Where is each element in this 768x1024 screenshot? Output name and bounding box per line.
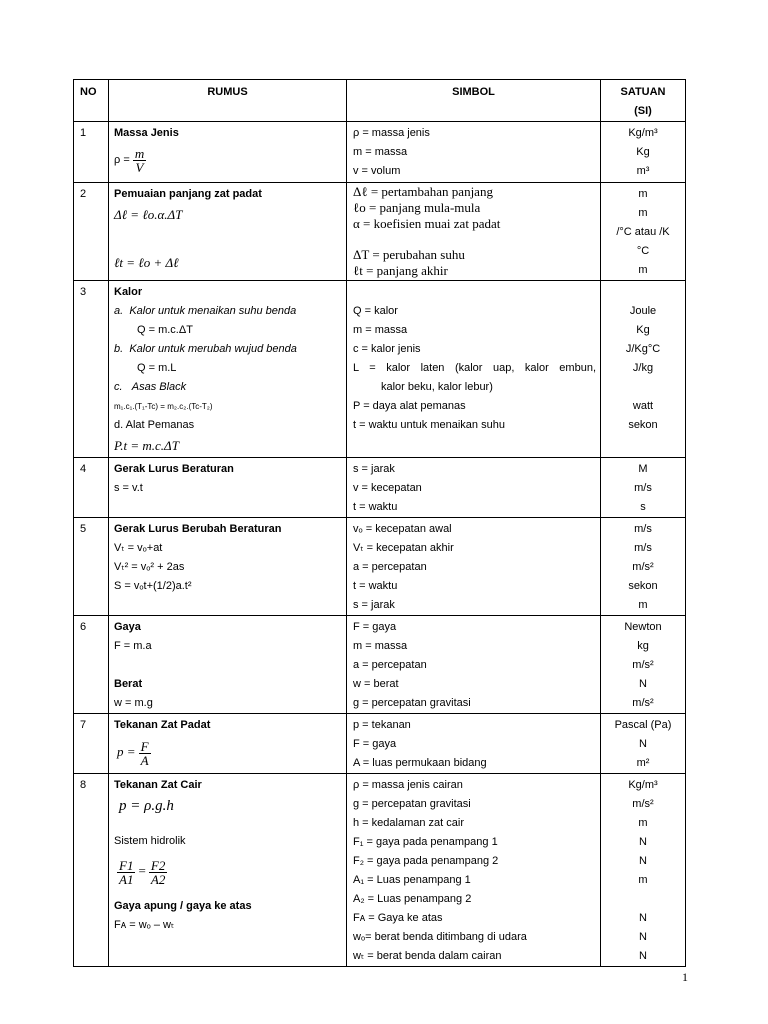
- unit-line: °C: [636, 245, 650, 257]
- formula-heater: P.t = m.c.ΔT: [114, 438, 179, 453]
- simbol-cell: [347, 518, 601, 616]
- symbol-line: ℓo = panjang mula-mula: [353, 200, 481, 215]
- formula-hydrostatic-pressure: p = ρ.g.h: [119, 798, 174, 814]
- table-row: [74, 183, 686, 281]
- unit-line: m/s: [634, 482, 652, 494]
- formula-force: F = m.a: [114, 640, 152, 652]
- formula-black-principle: m₁.c₁.(T₁-Tc) = m₂.c₂.(Tc-T₂): [114, 402, 213, 411]
- fraction-numerator: F2: [150, 857, 166, 873]
- fraction: [149, 859, 167, 886]
- spacer: [109, 226, 346, 252]
- symbol-line: a = percepatan: [353, 561, 427, 573]
- satuan-cell: [601, 616, 686, 714]
- unit-line: Kg: [636, 324, 650, 336]
- symbol-line: v = volum: [353, 165, 401, 177]
- table-row: [74, 122, 686, 183]
- formula-title: Pemuaian panjang zat padat: [114, 188, 262, 200]
- satuan-cell: [601, 183, 686, 281]
- unit-line: M: [638, 463, 648, 475]
- table-row: [74, 281, 686, 458]
- satuan-cell: [601, 714, 686, 774]
- physics-formula-table: [73, 79, 686, 967]
- formula-final-length: ℓt = ℓo + Δℓ: [114, 255, 179, 270]
- symbol-line: ΔT = perubahan suhu: [353, 247, 465, 262]
- rumus-cell: [109, 518, 347, 616]
- fraction-denominator: A2: [150, 871, 166, 887]
- header-simbol: [347, 80, 601, 122]
- subitem-c: [109, 378, 346, 397]
- unit-line: m/s²: [632, 659, 654, 671]
- symbol-line: Q = kalor: [353, 305, 398, 317]
- subitem-marker: c.: [114, 381, 123, 393]
- table-row: [74, 616, 686, 714]
- symbol-line: s = jarak: [353, 463, 395, 475]
- unit-line: J/kg: [632, 362, 654, 374]
- header-no: [74, 80, 109, 122]
- header-simbol-label: SIMBOL: [452, 86, 495, 98]
- equals-sign: =: [138, 863, 146, 878]
- rumus-cell: [109, 774, 347, 967]
- unit-line: s: [640, 501, 646, 513]
- symbol-line: s = jarak: [353, 599, 395, 611]
- row-number: [74, 774, 109, 967]
- unit-line: N: [639, 836, 647, 848]
- row-number: [74, 281, 109, 458]
- unit-line: N: [639, 678, 647, 690]
- header-no-label: NO: [80, 86, 97, 98]
- fraction: [139, 740, 151, 767]
- formula-final-velocity: Vₜ = vₒ+at: [114, 542, 163, 554]
- row-number-label: 2: [80, 188, 87, 200]
- header-satuan-sub: (SI): [634, 105, 652, 117]
- formula-title: Kalor: [114, 286, 143, 298]
- symbol-line: F₁ = gaya pada penampang 1: [353, 836, 498, 848]
- unit-line: m: [638, 599, 648, 611]
- unit-line: m/s: [634, 523, 652, 535]
- unit-line: sekon: [628, 580, 658, 592]
- subitem-text: Kalor untuk menaikan suhu benda: [129, 305, 297, 317]
- symbol-line: v = kecepatan: [353, 482, 422, 494]
- symbol-line: c = kalor jenis: [353, 343, 421, 355]
- row-number-label: 6: [80, 621, 87, 633]
- satuan-cell: [601, 281, 686, 458]
- spacer: [109, 656, 346, 675]
- unit-line: N: [639, 931, 647, 943]
- rumus-cell: [109, 183, 347, 281]
- fraction: [133, 147, 146, 174]
- unit-line: J/Kg°C: [625, 343, 661, 355]
- formula-title: Tekanan Zat Padat: [114, 719, 211, 731]
- unit-line: N: [639, 950, 647, 962]
- header-rumus: [109, 80, 347, 122]
- satuan-cell: [601, 518, 686, 616]
- symbol-line: wₜ = berat benda dalam cairan: [353, 950, 502, 962]
- row-number-label: 3: [80, 286, 87, 298]
- simbol-cell: [347, 774, 601, 967]
- formula-heat: Q = m.c.ΔT: [137, 324, 193, 336]
- formula-hydraulic: [109, 851, 346, 891]
- symbol-line: A₂ = Luas penampang 2: [353, 893, 472, 905]
- unit-line: Joule: [629, 305, 657, 317]
- table-row: [74, 458, 686, 518]
- symbol-line: w = berat: [353, 678, 399, 690]
- unit-line: Newton: [624, 621, 662, 633]
- row-number: [74, 616, 109, 714]
- subitem-text: Kalor untuk merubah wujud benda: [129, 343, 297, 355]
- unit-line: kg: [637, 640, 649, 652]
- subitem-marker: a.: [114, 305, 124, 317]
- table-row: [74, 714, 686, 774]
- symbol-line: wₒ= berat benda ditimbang di udara: [353, 931, 527, 943]
- symbol-line: L = kalor laten (kalor uap, kalor embun,: [353, 362, 596, 374]
- table-row: [74, 518, 686, 616]
- subitem-marker: b.: [114, 343, 124, 355]
- unit-line: m: [638, 264, 648, 276]
- subitem-b: [109, 340, 346, 359]
- formula-subtitle: Sistem hidrolik: [114, 835, 186, 847]
- simbol-cell: [347, 714, 601, 774]
- row-number: [74, 183, 109, 281]
- fraction-denominator: A: [140, 752, 149, 768]
- formula-title: Gerak Lurus Berubah Beraturan: [114, 523, 282, 535]
- satuan-cell: [601, 458, 686, 518]
- symbol-line: Δℓ = pertambahan panjang: [353, 184, 493, 199]
- unit-line: N: [639, 912, 647, 924]
- unit-line: m/s²: [632, 697, 654, 709]
- rumus-cell: [109, 616, 347, 714]
- unit-line: m: [638, 817, 648, 829]
- subitem-a: [109, 302, 346, 321]
- row-number: [74, 714, 109, 774]
- symbol-line: g = percepatan gravitasi: [353, 798, 471, 810]
- unit-line: m: [638, 188, 648, 200]
- formula-title: Gerak Lurus Beraturan: [114, 463, 234, 475]
- symbol-line: Fᴀ = Gaya ke atas: [353, 912, 443, 924]
- row-number: [74, 458, 109, 518]
- symbol-line: P = daya alat pemanas: [353, 400, 466, 412]
- table-header-row: [74, 80, 686, 122]
- simbol-cell: [347, 616, 601, 714]
- unit-line: m/s²: [632, 561, 654, 573]
- unit-line: Kg/m³: [628, 779, 658, 791]
- row-number-label: 8: [80, 779, 87, 791]
- unit-line: N: [639, 738, 647, 750]
- symbol-line: m = massa: [353, 324, 408, 336]
- symbol-line: F = gaya: [353, 738, 397, 750]
- unit-line: m³: [636, 165, 650, 177]
- header-rumus-label: RUMUS: [207, 86, 248, 98]
- satuan-cell: [601, 122, 686, 183]
- formula-title: Gaya: [114, 621, 141, 633]
- formula-buoyancy: Fᴀ = wₒ – wₜ: [114, 919, 175, 931]
- rumus-cell: [109, 458, 347, 518]
- formula-latent-heat: Q = m.L: [137, 362, 177, 374]
- formula-title: Massa Jenis: [114, 127, 179, 139]
- unit-line: N: [639, 855, 647, 867]
- spacer: [109, 817, 346, 832]
- unit-line: sekon: [628, 419, 658, 431]
- formula-title: Tekanan Zat Cair: [114, 779, 202, 791]
- subitem-text: Asas Black: [131, 381, 187, 393]
- simbol-cell: [347, 458, 601, 518]
- symbol-line: ℓt = panjang akhir: [353, 263, 448, 278]
- formula-expansion: Δℓ = ℓo.α.ΔT: [114, 207, 183, 222]
- symbol-line: kalor beku, kalor lebur): [381, 381, 493, 393]
- unit-line: watt: [632, 400, 654, 412]
- formula-velocity-squared: Vₜ² = vₒ² + 2as: [114, 561, 185, 573]
- row-number-label: 7: [80, 719, 87, 731]
- unit-line: Kg: [636, 146, 650, 158]
- symbol-line: t = waktu: [353, 580, 398, 592]
- symbol-line: g = percepatan gravitasi: [353, 697, 471, 709]
- header-satuan: [601, 80, 686, 122]
- unit-line: m/s²: [632, 798, 654, 810]
- symbol-line: m = massa: [353, 640, 408, 652]
- symbol-line: p = tekanan: [353, 719, 411, 731]
- formula-uniform-motion: s = v.t: [114, 482, 143, 494]
- row-number-label: 5: [80, 523, 87, 535]
- fraction-denominator: V: [135, 159, 144, 175]
- row-number-label: 4: [80, 463, 87, 475]
- symbol-line: ρ = massa jenis cairan: [353, 779, 463, 791]
- unit-line: m/s: [634, 542, 652, 554]
- simbol-cell: [347, 122, 601, 183]
- symbol-line: Vₜ = kecepatan akhir: [353, 542, 454, 554]
- fraction: [117, 859, 135, 886]
- fraction-numerator: F1: [119, 857, 134, 873]
- formula-subtitle: Gaya apung / gaya ke atas: [114, 900, 252, 912]
- symbol-line: a = percepatan: [353, 659, 427, 671]
- symbol-line: α = koefisien muai zat padat: [353, 216, 501, 231]
- symbol-line: vₒ = kecepatan awal: [353, 523, 452, 535]
- unit-line: Pascal (Pa): [614, 719, 672, 731]
- rumus-cell: [109, 714, 347, 774]
- symbol-line: A₁ = Luas penampang 1: [353, 874, 471, 886]
- simbol-cell: [347, 281, 601, 458]
- symbol-line: F₂ = gaya pada penampang 2: [353, 855, 499, 867]
- subitem-d: d. Alat Pemanas: [114, 419, 195, 431]
- formula-lhs: p =: [117, 744, 136, 759]
- fraction-numerator: m: [134, 145, 145, 161]
- symbol-line: ρ = massa jenis: [353, 127, 430, 139]
- formula-lhs: ρ =: [114, 154, 130, 166]
- symbol-line: m = massa: [353, 146, 408, 158]
- header-satuan-label: SATUAN: [620, 86, 666, 98]
- simbol-cell: [347, 183, 601, 281]
- unit-line: m²: [636, 757, 650, 769]
- unit-line: m: [638, 207, 648, 219]
- formula-pressure: [109, 735, 346, 769]
- symbol-line: h = kedalaman zat cair: [353, 817, 464, 829]
- symbol-line: F = gaya: [353, 621, 397, 633]
- table-row: [74, 774, 686, 967]
- satuan-cell: [601, 774, 686, 967]
- rumus-cell: [109, 122, 347, 183]
- formula-displacement: S = vₒt+(1/2)a.t²: [114, 580, 192, 592]
- symbol-line: A = luas permukaan bidang: [353, 757, 487, 769]
- row-number: [74, 518, 109, 616]
- unit-line: /°C atau /K: [616, 226, 670, 238]
- fraction-numerator: F: [140, 738, 149, 754]
- page-number: 1: [682, 970, 688, 984]
- formula-subtitle: Berat: [114, 678, 143, 690]
- row-number: [74, 122, 109, 183]
- symbol-line: t = waktu: [353, 501, 398, 513]
- rumus-cell: [109, 281, 347, 458]
- unit-line: [601, 890, 685, 909]
- unit-line: Kg/m³: [628, 127, 658, 139]
- fraction-denominator: A1: [119, 871, 134, 887]
- formula-density: [109, 143, 346, 177]
- unit-line: m: [638, 874, 648, 886]
- symbol-line: t = waktu untuk menaikan suhu: [353, 419, 505, 431]
- formula-weight: w = m.g: [114, 697, 153, 709]
- row-number-label: 1: [80, 127, 87, 139]
